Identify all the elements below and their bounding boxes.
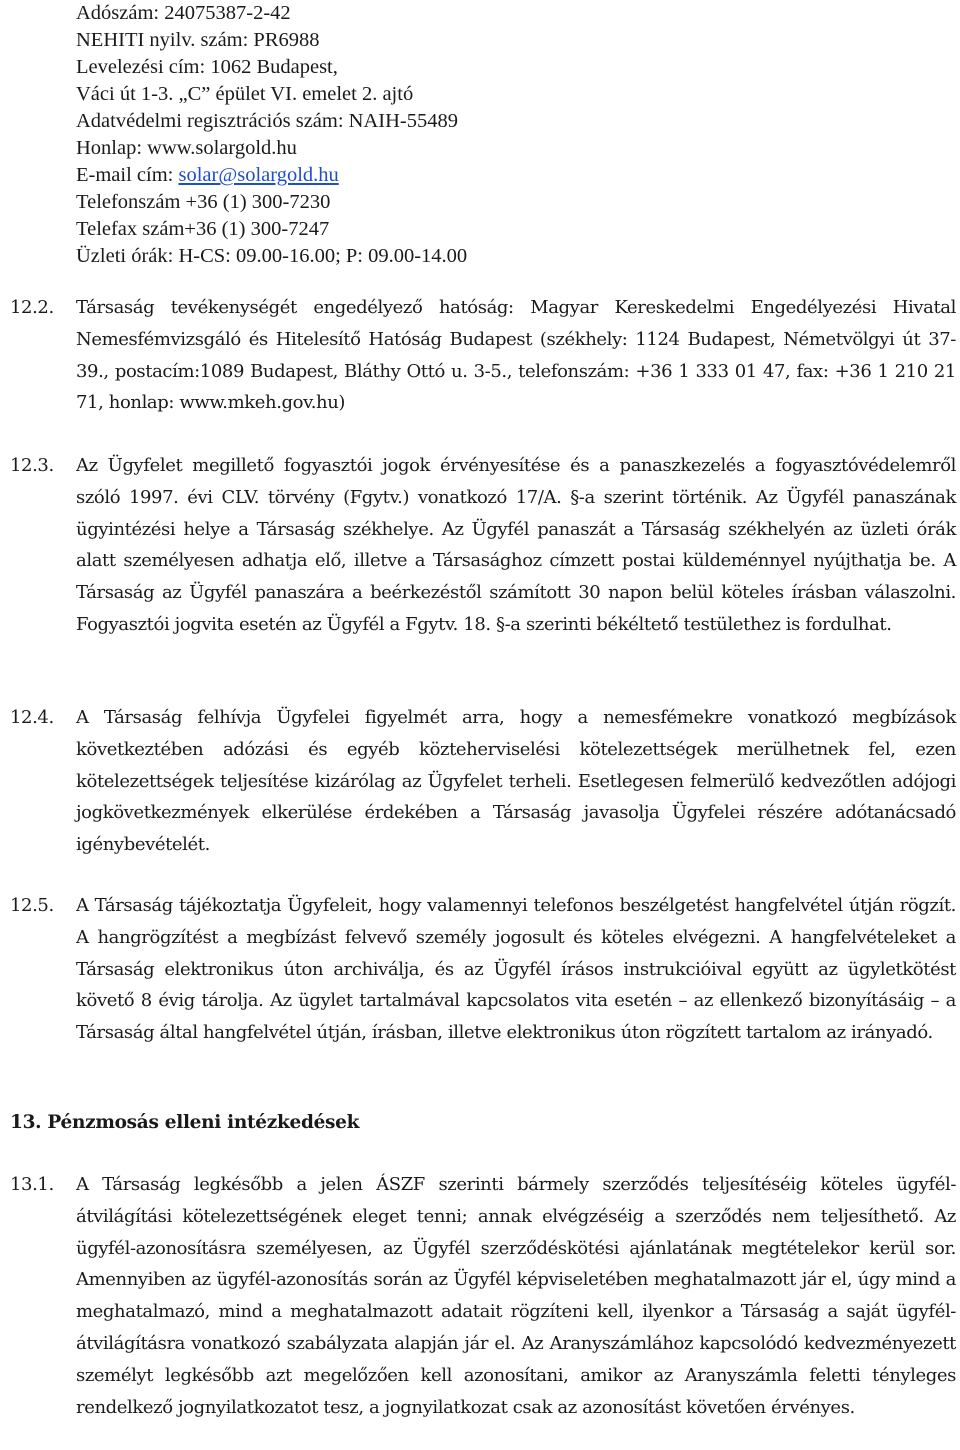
email-line: [76, 162, 896, 189]
business-hours: Üzleti órák: H-CS: 09.00-16.00; P: 09.00-14.00: [76, 245, 468, 267]
section-text: A Társaság legkésőbb a jelen ÁSZF szerinti bármely szerződés teljesítéséig köteles ügyfél-átvilágítási kötelezettségének eleget tenni; annak elvégzéséig a szerződés nem teljesíthető. Az ügyfél-azonosításra személyesen, az Ügyfél szerződéskötési ajánlatának megtételekor kerül sor. Amennyiben az ügyfél-azonosítás során az Ügyfél képviseletében meghatalmazott jár el, úgy mind a meghatalmazó, mind a meghatalmazott adatait rögzíteni kell, ilyenkor a Társaság a saját ügyfél-átvilágításra vonatkozó szabályzata alapján jár el. Az Aranyszámlához kapcsolódó kedvezményezett személyt legkésőbb azt megelőzően kell azonosítani, amikor az Aranyszámla feletti tényleges rendelkező jognyilatkozatot tesz, a jognyilatkozat csak az azonosítást követően érvényes.: [76, 1174, 956, 1418]
section-number: 12.5.: [10, 895, 54, 916]
section-number: 12.3.: [10, 455, 54, 476]
section-number: 12.2.: [10, 297, 54, 318]
section-text: A Társaság felhívja Ügyfelei figyelmét arra, hogy a nemesfémekre vonatkozó megbízások következtében adózási és egyéb közteherviselési kötelezettségek merülhetnek fel, ezen kötelezettségek teljesítése kizárólag az Ügyfelet terheli. Esetlegesen felmerülő kedvezőtlen adójogi jogkövetkezmények elkerülése érdekében a Társaság javasolja Ügyfelei részére adótanácsadó igénybevételét.: [76, 707, 956, 856]
company-contact-block: [76, 0, 896, 270]
email-link[interactable]: solar@solargold.hu: [178, 164, 339, 186]
mailing-address: Levelezési cím: 1062 Budapest,: [76, 56, 338, 78]
section-text: Az Ügyfelet megillető fogyasztói jogok érvényesítése és a panaszkezelés a fogyasztóvédelemről szóló 1997. évi CLV. törvény (Fgytv.) vonatkozó 17/A. §-a szerint történik. Az Ügyfél panaszának ügyintézési helye a Társaság székhelye. Az Ügyfél panaszát a Társaság székhelyén az üzleti órák alatt személyesen adhatja elő, illetve a Társasághoz címzett postai küldeménnyel nyújthatja be. A Társaság az Ügyfél panaszára a beérkezéstől számított 30 napon belül köteles írásban válaszolni. Fogyasztói jogvita esetén az Ügyfél a Fgytv. 18. §-a szerinti békéltető testülethez is fordulhat.: [76, 455, 956, 635]
privacy-registration: Adatvédelmi regisztrációs szám: NAIH-55489: [76, 110, 458, 132]
website: Honlap: www.solargold.hu: [76, 137, 297, 159]
street-address: Váci út 1-3. „C” épület VI. emelet 2. ajtó: [76, 83, 414, 105]
nehiti-registration: NEHITI nyilv. szám: PR6988: [76, 29, 320, 51]
section-number: 12.4.: [10, 707, 54, 728]
section-number: 13.1.: [10, 1174, 54, 1195]
section-text: Társaság tevékenységét engedélyező hatóság: Magyar Kereskedelmi Engedélyezési Hivatal Nemesfémvizsgáló és Hitelesítő Hatóság Budapest (székhely: 1124 Budapest, Németvölgyi út 37-39., postacím:1089 Budapest, Bláthy Ottó u. 3-5., telefonszám: +36 1 333 01 47, fax: +36 1 210 21 71, honlap: www.mkeh.gov.hu): [76, 297, 956, 414]
section-text: A Társaság tájékoztatja Ügyfeleit, hogy valamennyi telefonos beszélgetést hangfelvétel útján rögzít. A hangrögzítést a megbízást felvevő személy jogosult és köteles elvégezni. A hangfelvételeket a Társaság elektronikus úton archiválja, és az Ügyfél írásos instrukcióival együtt az ügyletkötést követő 8 évig tárolja. Az ügylet tartalmával kapcsolatos vita esetén – az ellenkező bizonyításáig – a Társaság által hangfelvétel útján, írásban, illetve elektronikus úton rögzített tartalom az irányadó.: [76, 895, 956, 1044]
email-label: E-mail cím:: [76, 164, 179, 186]
fax-number: Telefax szám+36 (1) 300-7247: [76, 218, 330, 240]
tax-number: Adószám: 24075387-2-42: [76, 2, 291, 24]
phone-number: Telefonszám +36 (1) 300-7230: [76, 191, 331, 213]
section-13-heading: 13. Pénzmosás elleni intézkedések: [10, 1112, 360, 1133]
